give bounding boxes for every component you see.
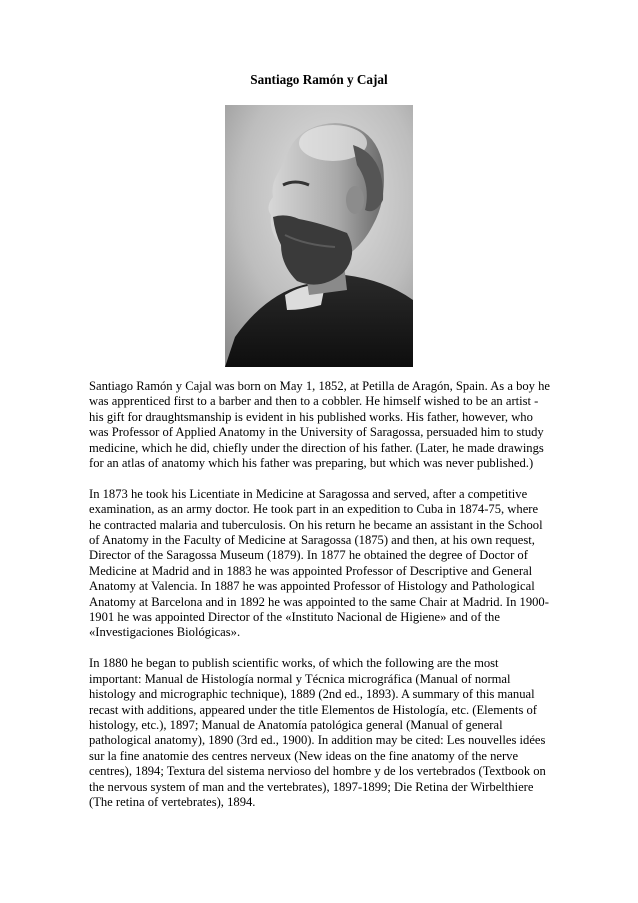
- paragraph-publications: In 1880 he began to publish scientific works, of which the following are the most important: Manual de Histología normal y Técnica micrográfica (Manual of normal histology and micrographic technique), 1889 (2nd ed., 1893). A summary of this manual recast with additions, appeared under the title Elementos de Histología, etc. (Elements of histology, etc.), 1897; Manual de Anatomía patológica general (Manual of general pathological anatomy), 1890 (3rd ed., 1900). In addition may be cited: Les nouvelles idées sur la fine anatomie des centres nerveux (New ideas on the fine anatomy of the nerve centres), 1894; Textura del sistema nervioso del hombre y de los vertebrados (Textbook on the nervous system of man and the vertebrates), 1897-1899; Die Retina der Wirbelthiere (The retina of vertebrates), 1894.: [89, 656, 546, 809]
- biography-text: [89, 379, 551, 826]
- paragraph-career: In 1873 he took his Licentiate in Medicine at Saragossa and served, after a competitive examination, as an army doctor. He took part in an expedition to Cuba in 1874-75, where he contracted malaria and tuberculosis. On his return he became an assistant in the School of Anatomy in the Faculty of Medicine at Saragossa (1875) and then, at his own request, Director of the Saragossa Museum (1879). In 1877 he obtained the degree of Doctor of Medicine at Madrid and in 1883 he was appointed Professor of Descriptive and General Anatomy at Valencia. In 1887 he was appointed Professor of Histology and Pathological Anatomy at Barcelona and in 1892 he was appointed to the same Chair at Madrid. In 1900-1901 he was appointed Director of the «Instituto Nacional de Higiene» and of the «Investigaciones Biológicas».: [89, 486, 549, 640]
- portrait-photo-image: [225, 105, 413, 367]
- portrait-photo: [225, 105, 413, 367]
- paragraph-early-life: Santiago Ramón y Cajal was born on May 1, 1852, at Petilla de Aragón, Spain. As a boy he was apprenticed first to a barber and then to a cobbler. He himself wished to be an artist - his gift for draughtsmanship is evident in his published works. His father, however, who was Professor of Applied Anatomy in the University of Saragossa, persuaded him to study medicine, which he did, chiefly under the direction of his father. (Later, he made drawings for an atlas of anatomy which his father was preparing, but which was never published.): [89, 379, 551, 471]
- document-title: Santiago Ramón y Cajal: [250, 72, 388, 87]
